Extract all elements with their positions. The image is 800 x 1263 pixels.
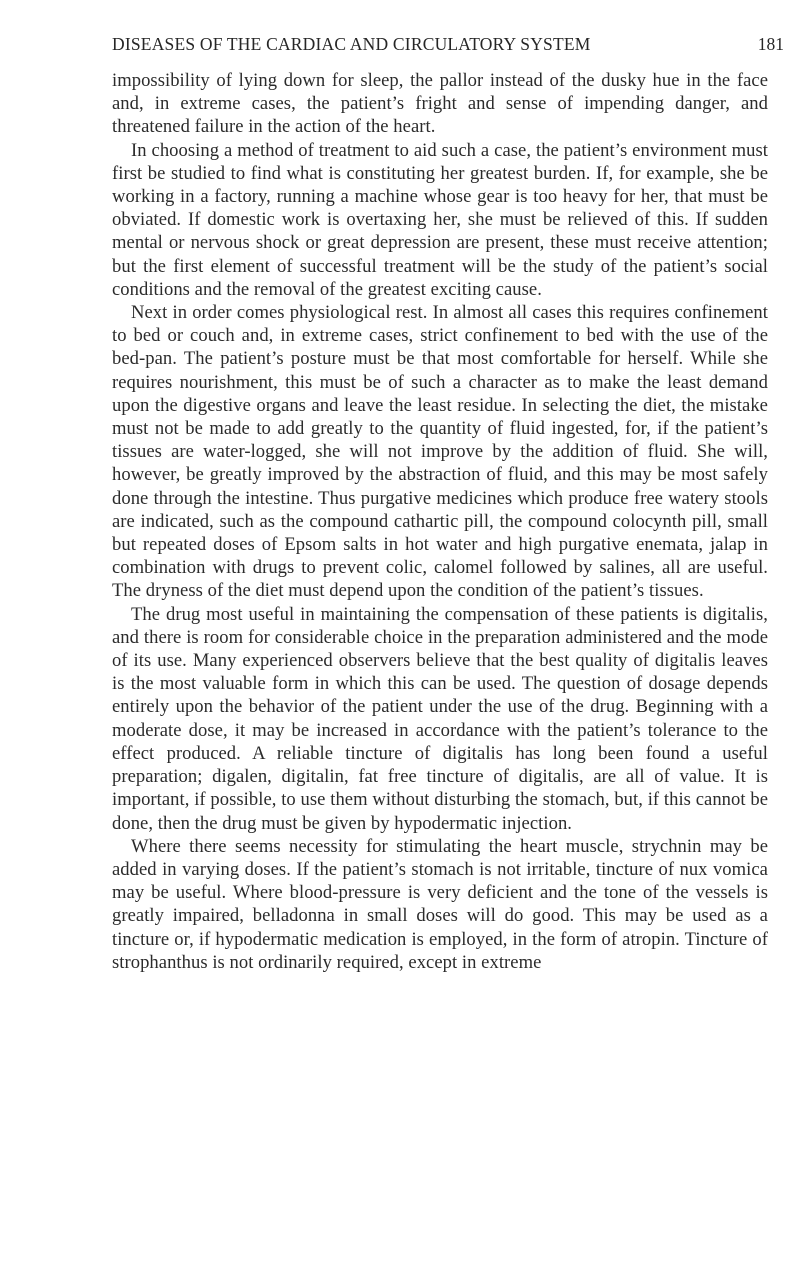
running-title: DISEASES OF THE CARDIAC AND CIRCULATORY SYSTEM xyxy=(112,34,591,54)
paragraph-digitalis: The drug most useful in maintaining the compensation of these patients is digitalis, and there is room for considerable choice in the preparation administered and the mode of its use. Many experienced observers believe that the best quality of digitalis leaves is the most valuable form in which this can be used. The question of dosage depends entirely upon the behavior of the patient under the use of the drug. Beginning with a moderate dose, it may be increased in accordance with the patient’s tolerance to the effect produced. A reliable tincture of digitalis has long been found a useful preparation; digalen, digitalin, fat free tincture of digitalis, are all of value. It is important, if possible, to use them without disturbing the stomach, but, if this cannot be done, then the drug must be given by hypodermatic injection. xyxy=(112,603,768,834)
body-text xyxy=(112,69,768,974)
paragraph-physiological-rest: Next in order comes physiological rest. In almost all cases this requires confinement to bed or couch and, in extreme cases, strict confinement to bed with the use of the bed-pan. The patient’s posture must be that most comfortable for herself. While she requires nourishment, this must be of such a character as to make the least demand upon the digestive organs and leave the least residue. In selecting the diet, the mistake must not be made to add greatly to the quantity of fluid ingested, for, if the patient’s tissues are water-logged, she will not improve by the addition of fluid. She will, however, be greatly improved by the abstraction of fluid, and this may be most safely done through the intestine. Thus purgative medicines which produce free watery stools are indicated, such as the compound cathartic pill, the compound colocynth pill, small but repeated doses of Epsom salts in hot water and high purgative enemata, jalap in combination with drugs to prevent colic, calomel followed by salines, all are useful. The dryness of the diet must depend upon the condition of the patient’s tissues. xyxy=(112,302,768,602)
paragraph-stimulants: Where there seems necessity for stimulating the heart muscle, strychnin may be added in varying doses. If the patient’s stomach is not irritable, tincture of nux vomica may be useful. Where blood-pressure is very deficient and the tone of the vessels is greatly impaired, belladonna in small doses will do good. This may be used as a tincture or, if hypodermatic medication is employed, in the form of atropin. Tincture of strophanthus is not ordinarily required, except in extreme xyxy=(112,835,768,973)
page-number: 181 xyxy=(757,34,784,54)
paragraph-environment: In choosing a method of treatment to aid such a case, the patient’s environment must first be studied to find what is constituting her greatest burden. If, for example, she be working in a factory, running a machine whose gear is too heavy for her, that must be obviated. If domestic work is overtaxing her, she must be relieved of this. If sudden mental or nervous shock or great depression are present, these must receive attention; but the first element of successful treatment will be the study of the patient’s social conditions and the removal of the greatest exciting cause. xyxy=(112,139,768,300)
paragraph-continuation: impossibility of lying down for sleep, the pallor instead of the dusky hue in the face and, in extreme cases, the patient’s fright and sense of impending danger, and threatened failure in the action of the heart. xyxy=(112,70,768,138)
running-head xyxy=(112,34,796,58)
